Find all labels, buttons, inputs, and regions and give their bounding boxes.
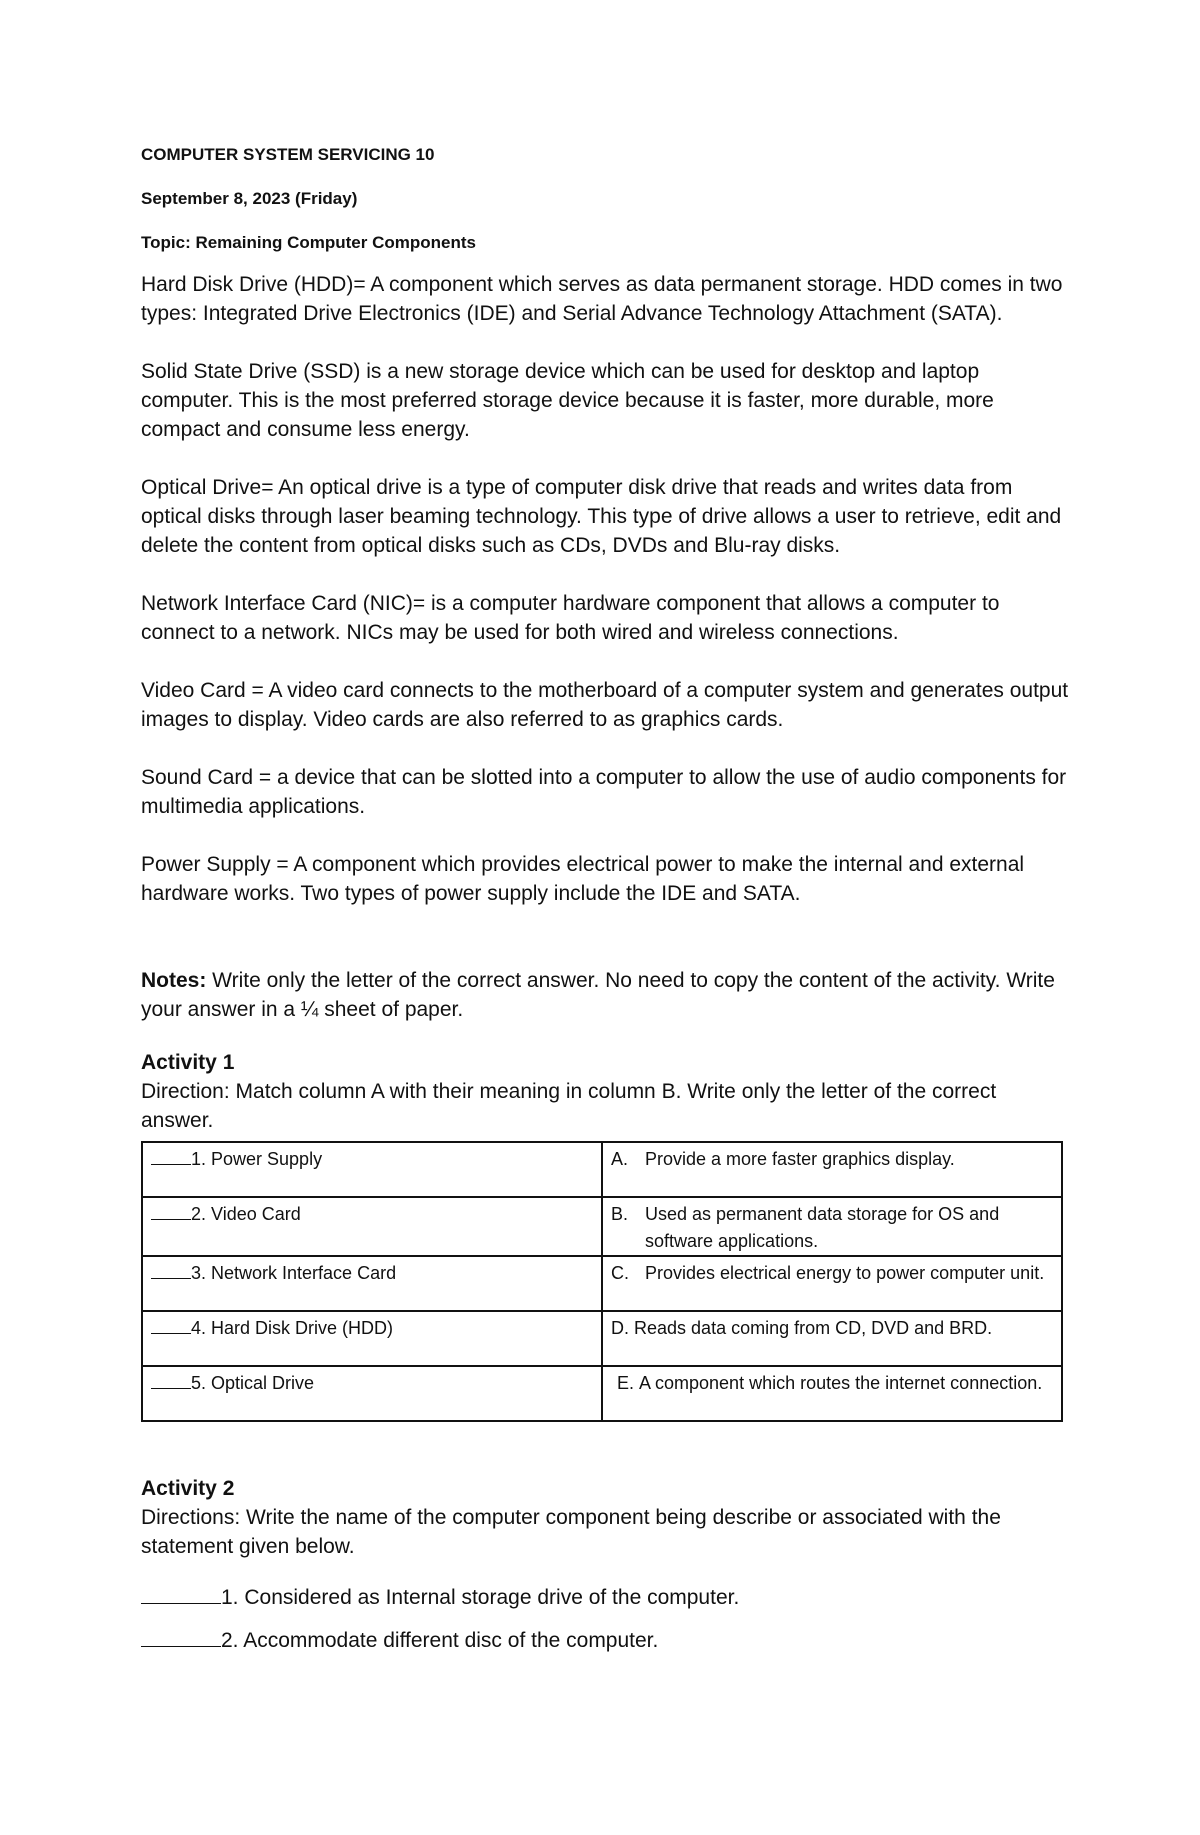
- option-letter: D.: [611, 1318, 629, 1338]
- column-a-cell: [142, 1142, 602, 1197]
- matching-table: [141, 1141, 1063, 1422]
- column-a-cell: [142, 1311, 602, 1366]
- column-a-item: 5. Optical Drive: [191, 1373, 315, 1393]
- answer-blank: [151, 1201, 191, 1220]
- option-letter: B.: [611, 1204, 629, 1224]
- table-row: [142, 1256, 1062, 1311]
- option-letter: A.: [611, 1149, 629, 1169]
- activity-2-direction: Directions: Write the name of the computer component being describe or associated with the statement given below.: [141, 1506, 1001, 1558]
- option-text: Used as permanent data storage for OS and software applications.: [645, 1204, 1000, 1251]
- notes-label: Notes:: [141, 969, 207, 992]
- lesson-date: September 8, 2023 (Friday): [141, 189, 358, 208]
- question-item: [141, 1626, 1071, 1655]
- option-letter: C.: [611, 1263, 629, 1283]
- paragraph-sound-card: Sound Card = a device that can be slotted into a computer to allow the use of audio components for multimedia applications.: [141, 766, 1067, 818]
- option-text: A component which routes the internet connection.: [639, 1373, 1043, 1393]
- column-b-cell: [602, 1256, 1062, 1311]
- table-row: [142, 1311, 1062, 1366]
- column-a-item: 3. Network Interface Card: [191, 1263, 397, 1283]
- column-b-cell: [602, 1142, 1062, 1197]
- table-row: [142, 1197, 1062, 1256]
- activity-1-title: Activity 1: [141, 1051, 235, 1074]
- paragraph-hdd: Hard Disk Drive (HDD)= A component which serves as data permanent storage. HDD comes in two types: Integrated Drive Electronics (IDE) and Serial Advance Technology Attachment (SATA).: [141, 273, 1063, 325]
- option-text: Provide a more faster graphics display.: [645, 1149, 955, 1169]
- answer-blank: [151, 1146, 191, 1165]
- column-a-cell: [142, 1197, 602, 1256]
- answer-blank: [151, 1370, 191, 1389]
- question-text: 2. Accommodate different disc of the computer.: [221, 1629, 659, 1652]
- column-a-cell: [142, 1256, 602, 1311]
- column-b-cell: [602, 1366, 1062, 1421]
- column-a-item: 2. Video Card: [191, 1204, 301, 1224]
- option-letter: E.: [617, 1373, 635, 1393]
- table-row: [142, 1366, 1062, 1421]
- paragraph-optical-drive: Optical Drive= An optical drive is a type of computer disk drive that reads and writes data from optical disks through laser beaming technology. This type of drive allows a user to retrieve, edit and delete the content from optical disks such as CDs, DVDs and Blu-ray disks.: [141, 476, 1062, 557]
- answer-blank: [151, 1315, 191, 1334]
- notes-text: Write only the letter of the correct answer. No need to copy the content of the activity. Write your answer in a ¼ sheet of paper.: [141, 969, 1055, 1021]
- column-a-item: 1. Power Supply: [191, 1149, 323, 1169]
- table-row: [142, 1142, 1062, 1197]
- lesson-topic: Topic: Remaining Computer Components: [141, 233, 476, 252]
- option-text: Reads data coming from CD, DVD and BRD.: [634, 1318, 993, 1338]
- question-text: 1. Considered as Internal storage drive of the computer.: [221, 1586, 740, 1609]
- paragraph-power-supply: Power Supply = A component which provides electrical power to make the internal and external hardware works. Two types of power supply include the IDE and SATA.: [141, 853, 1025, 905]
- column-b-cell: [602, 1197, 1062, 1256]
- column-a-item: 4. Hard Disk Drive (HDD): [191, 1318, 394, 1338]
- question-item: [141, 1583, 1071, 1612]
- column-b-cell: [602, 1311, 1062, 1366]
- column-a-cell: [142, 1366, 602, 1421]
- course-title: COMPUTER SYSTEM SERVICING 10: [141, 145, 435, 164]
- activity-1-direction: Direction: Match column A with their meaning in column B. Write only the letter of the correct answer.: [141, 1080, 997, 1132]
- activity-2-title: Activity 2: [141, 1477, 235, 1500]
- document-content: [141, 144, 1071, 1669]
- answer-blank: [141, 1628, 221, 1647]
- paragraph-video-card: Video Card = A video card connects to the motherboard of a computer system and generates output images to display. Video cards are also referred to as graphics cards.: [141, 679, 1069, 731]
- answer-blank: [141, 1585, 221, 1604]
- notes-paragraph: [141, 966, 1071, 1024]
- paragraph-nic: Network Interface Card (NIC)= is a computer hardware component that allows a computer to connect to a network. NICs may be used for both wired and wireless connections.: [141, 592, 1000, 644]
- answer-blank: [151, 1260, 191, 1279]
- option-text: Provides electrical energy to power computer unit.: [645, 1263, 1045, 1283]
- paragraph-ssd: Solid State Drive (SSD) is a new storage device which can be used for desktop and laptop computer. This is the most preferred storage device because it is faster, more durable, more compact and consume less energy.: [141, 360, 994, 441]
